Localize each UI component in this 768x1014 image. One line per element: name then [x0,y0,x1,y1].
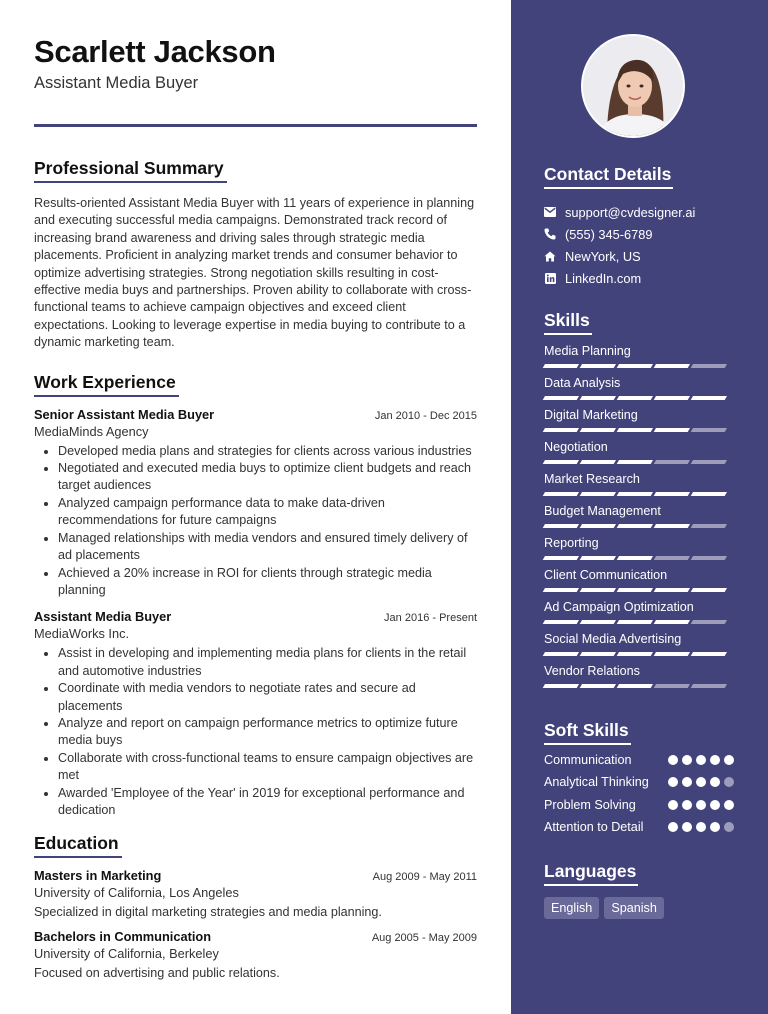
job-bullet: • Achieved a 20% increase in ROI for clients through strategic media planning [58,565,477,600]
job-bullet: • Developed media plans and strategies for clients across various industries [58,443,477,460]
skill-level-bar [544,524,734,528]
skill-level-segment [691,492,727,496]
skill-level-segment [691,396,727,400]
contact-linkedin-text: LinkedIn.com [565,270,642,286]
soft-skill-item [544,819,734,836]
summary-section [34,158,477,352]
rating-dot [682,800,692,810]
skill-level-segment [580,428,616,432]
rating-dot [710,777,720,787]
skill-level-bar [544,460,734,464]
contact-phone[interactable] [544,223,734,245]
skill-item [544,342,734,374]
soft-skill-item [544,797,734,814]
soft-skills-section [544,720,734,837]
skill-level-segment [654,396,690,400]
language-badge: English [544,897,599,919]
skill-level-bar [544,396,734,400]
skill-level-segment [654,428,690,432]
skill-level-segment [654,460,690,464]
skill-level-segment [691,652,727,656]
home-icon [544,250,556,262]
job-bullet: • Awarded 'Employee of the Year' in 2019 for exceptional performance and dedication [58,785,477,820]
work-section [34,372,477,820]
edu-school: University of California, Berkeley [34,946,219,962]
soft-skill-label: Analytical Thinking [544,775,649,790]
skill-level-segment [580,492,616,496]
skill-item [544,502,734,534]
phone-icon [544,228,556,240]
skill-label: Data Analysis [544,376,621,390]
contact-phone-text: (555) 345-6789 [565,226,653,242]
envelope-icon [544,206,556,218]
contact-email-text: support@cvdesigner.ai [565,204,696,220]
rating-dot [682,777,692,787]
skill-level-bar [544,588,734,592]
rating-dot [696,822,706,832]
skill-label: Budget Management [544,504,661,518]
skill-level-segment [580,396,616,400]
skill-level-segment [543,652,579,656]
skill-level-segment [543,556,579,560]
soft-skills-list [544,752,734,837]
contact-section [544,164,734,289]
job-bullet: • Negotiated and executed media buys to optimize client budgets and reach target audiences [58,460,477,495]
soft-skill-item [544,774,734,791]
skill-item [544,630,734,662]
skill-label: Market Research [544,472,640,486]
edu-date: Aug 2009 - May 2011 [372,871,477,884]
sidebar [511,0,768,1014]
skills-section [544,310,734,694]
contact-location-text: NewYork, US [565,248,641,264]
job-entry [34,609,477,819]
soft-skill-rating [668,777,734,787]
profile-photo [581,34,685,138]
skill-level-segment [543,364,579,368]
rating-dot [710,755,720,765]
edu-degree: Masters in Marketing [34,868,162,884]
skill-level-segment [654,652,690,656]
skill-level-segment [691,620,727,624]
job-bullets [34,443,477,600]
rating-dot [724,800,734,810]
rating-dot [696,777,706,787]
profile-photo-illustration [583,36,685,138]
rating-dot [710,800,720,810]
skill-level-segment [580,556,616,560]
job-company: MediaWorks Inc. [34,626,130,642]
skill-level-segment [617,556,653,560]
skill-level-segment [617,460,653,464]
education-heading: Education [34,833,122,858]
rating-dot [668,777,678,787]
languages-list [544,897,734,919]
job-bullet: • Collaborate with cross-functional teams to ensure campaign objectives are met [58,750,477,785]
skill-level-segment [654,684,690,688]
job-bullet: • Coordinate with media vendors to negotiate rates and secure ad placements [58,680,477,715]
rating-dot [682,755,692,765]
skill-level-segment [543,396,579,400]
education-entry [34,868,477,919]
skill-level-segment [580,524,616,528]
skill-label: Media Planning [544,344,631,358]
work-heading: Work Experience [34,372,179,397]
skill-level-segment [691,684,727,688]
skill-label: Ad Campaign Optimization [544,600,694,614]
rating-dot [724,822,734,832]
soft-skill-label: Problem Solving [544,797,636,812]
skill-level-segment [654,492,690,496]
job-role: Senior Assistant Media Buyer [34,406,215,422]
skill-level-segment [543,428,579,432]
skill-item [544,470,734,502]
soft-skill-item [544,752,734,769]
job-entry [34,407,477,600]
skill-level-segment [580,684,616,688]
skill-item [544,438,734,470]
skill-label: Social Media Advertising [544,632,682,646]
skill-item [544,598,734,630]
soft-skill-rating [668,755,734,765]
edu-description: Focused on advertising and public relations. [34,966,280,981]
skill-level-segment [691,364,727,368]
skill-level-bar [544,684,734,688]
candidate-title: Assistant Media Buyer [34,74,199,92]
skill-level-segment [617,524,653,528]
edu-description: Specialized in digital marketing strategies and media planning. [34,905,382,920]
skill-level-segment [691,556,727,560]
skill-level-segment [654,588,690,592]
skill-level-segment [580,652,616,656]
skill-level-segment [654,364,690,368]
skill-level-segment [617,396,653,400]
rating-dot [668,800,678,810]
skill-level-segment [580,588,616,592]
candidate-name: Scarlett Jackson [34,34,276,69]
languages-heading: Languages [544,861,638,886]
rating-dot [668,755,678,765]
soft-skills-heading: Soft Skills [544,720,631,745]
skill-level-segment [543,460,579,464]
skill-level-segment [691,428,727,432]
skill-level-segment [580,364,616,368]
skill-level-segment [580,620,616,624]
skill-label: Reporting [544,536,599,550]
skill-level-bar [544,492,734,496]
contact-linkedin[interactable] [544,267,734,289]
rating-dot [724,777,734,787]
skill-level-segment [543,684,579,688]
job-company: MediaMinds Agency [34,423,149,439]
job-date: Jan 2016 - Present [384,612,477,625]
job-role: Assistant Media Buyer [34,609,172,625]
job-date: Jan 2010 - Dec 2015 [374,409,477,422]
rating-dot [696,800,706,810]
job-bullet: • Assist in developing and implementing media plans for clients in the retail and automotive industries [58,645,477,680]
skill-level-segment [580,460,616,464]
soft-skill-label: Attention to Detail [544,820,644,835]
skill-level-segment [617,428,653,432]
skill-level-bar [544,364,734,368]
skill-level-segment [543,492,579,496]
skill-level-segment [617,684,653,688]
rating-dot [710,822,720,832]
skill-level-bar [544,428,734,432]
rating-dot [696,755,706,765]
skill-item [544,566,734,598]
language-badge: Spanish [604,897,664,919]
rating-dot [668,822,678,832]
soft-skill-rating [668,822,734,832]
skill-level-segment [543,588,579,592]
edu-school: University of California, Los Angeles [34,885,239,901]
skill-label: Negotiation [544,440,608,454]
skill-label: Digital Marketing [544,408,638,422]
job-bullet: • Managed relationships with media vendors and ensured timely delivery of ad placements [58,530,477,565]
job-bullet: • Analyze and report on campaign performance metrics to optimize future media buys [58,715,477,750]
skill-level-segment [654,524,690,528]
education-section [34,833,477,980]
skill-item [544,406,734,438]
skill-level-bar [544,620,734,624]
education-entry [34,929,477,980]
skill-level-bar [544,652,734,656]
skill-level-segment [691,460,727,464]
header-divider [34,124,477,127]
soft-skill-rating [668,800,734,810]
skill-level-segment [543,620,579,624]
rating-dot [682,822,692,832]
skill-item [544,374,734,406]
edu-date: Aug 2005 - May 2009 [371,932,477,945]
edu-degree: Bachelors in Communication [34,929,212,945]
skill-level-segment [617,652,653,656]
skill-level-segment [654,620,690,624]
summary-text: Results-oriented Assistant Media Buyer with 11 years of experience in planning and executing successful media campaigns. Demonstrated track record of increasing brand awareness and driving sales through strategic media placements. Proficient in analyzing market trends and consumer behavior to optimize advertising strategies. Strong negotiation skills resulting in cost-effective media buys and partnerships. Proven ability to collaborate with cross-functional teams to achieve campaign objectives and exceed client expectations. Looking to leverage expertise in media buying to contribute to a dynamic marketing team. [34,196,475,350]
linkedin-icon [544,272,556,284]
skill-level-segment [617,588,653,592]
summary-heading: Professional Summary [34,158,227,183]
contact-email[interactable] [544,201,734,223]
soft-skill-label: Communication [544,753,632,767]
skill-level-segment [617,620,653,624]
skill-level-segment [617,364,653,368]
skill-level-segment [543,524,579,528]
skill-level-bar [544,556,734,560]
contact-location [544,245,734,267]
skills-heading: Skills [544,310,592,335]
rating-dot [724,755,734,765]
skill-label: Vendor Relations [544,664,640,678]
skill-level-segment [691,588,727,592]
skill-level-segment [617,492,653,496]
skills-list [544,342,734,694]
contact-heading: Contact Details [544,164,673,189]
skill-level-segment [654,556,690,560]
skill-level-segment [691,524,727,528]
skill-label: Client Communication [544,568,668,582]
skill-item [544,662,734,694]
job-bullet: • Analyzed campaign performance data to make data-driven recommendations for future campaigns [58,495,477,530]
job-bullets [34,645,477,819]
skill-item [544,534,734,566]
languages-section [544,861,734,919]
